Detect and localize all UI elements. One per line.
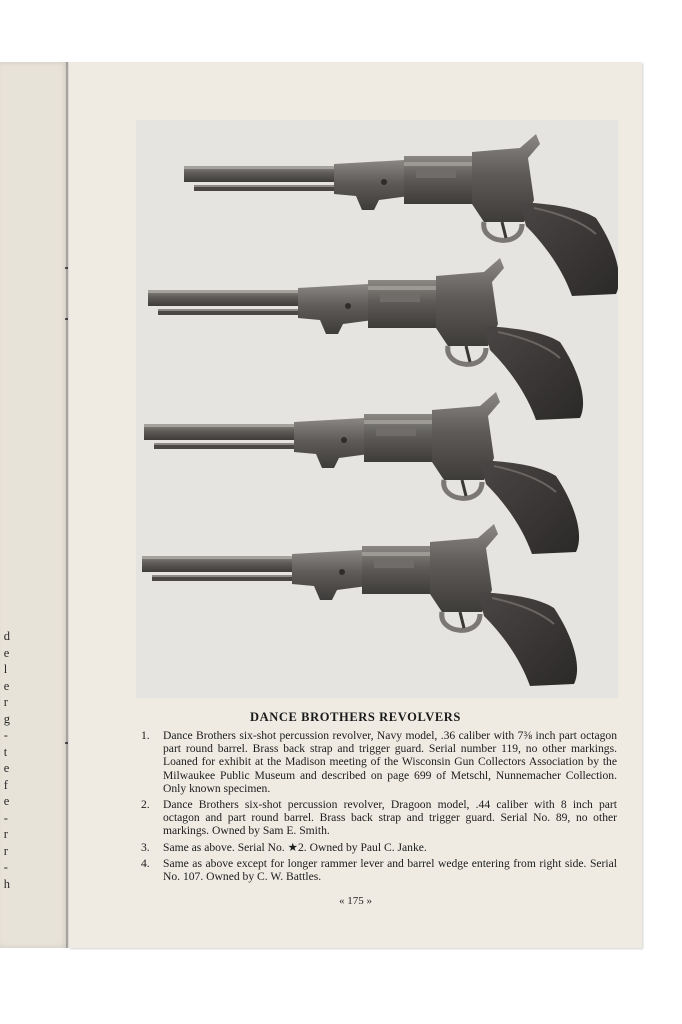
- margin-letter: e: [3, 761, 10, 775]
- list-item: [141, 729, 617, 795]
- left-margin-letters: [4, 628, 10, 892]
- margin-letter: f: [3, 777, 8, 792]
- margin-letter: g: [3, 711, 10, 726]
- revolvers-illustration: [136, 120, 618, 698]
- right-page: [69, 62, 642, 948]
- margin-letter: -: [3, 728, 8, 742]
- margin-letter: e: [3, 794, 10, 808]
- margin-letter: -: [3, 810, 8, 825]
- margin-letter: -: [3, 860, 8, 874]
- margin-letter: t: [3, 744, 8, 759]
- margin-letter: e: [3, 645, 10, 660]
- margin-letter: r: [3, 827, 8, 841]
- margin-letter: e: [3, 678, 10, 693]
- left-page: [0, 62, 68, 948]
- entry-text: Same as above. Serial No. ★2. Owned by Paul C. Janke.: [163, 840, 427, 854]
- entry-text: Dance Brothers six-shot percussion revolver, Dragoon model, .44 caliber with 8 inch part octagon and part round barrel. Brass back strap and trigger guard. Serial No. 89, no other markings. Owned by Sam E. Smith.: [163, 798, 617, 838]
- caption-title: DANCE BROTHERS REVOLVERS: [250, 710, 461, 724]
- list-item: [141, 857, 617, 883]
- entry-text: Dance Brothers six-shot percussion revolver, Navy model, .36 caliber with 7⅜ inch part octagon part round barrel. Brass back strap and trigger guard. Serial number 119, no other markings. Loaned for exhibit at the Madison meeting of the Wisconsin Gun Collectors Association by the Milwaukee Public Museum and described on page 699 of Metschl, Nunnemacher Collection. Only known specimen.: [163, 729, 617, 795]
- margin-letter: h: [3, 876, 10, 891]
- margin-letter: l: [3, 662, 8, 676]
- margin-letter: r: [3, 695, 8, 709]
- entry-text: Same as above except for longer rammer lever and barrel wedge entering from right side. Serial No. 107. Owned by C. W. Battles.: [163, 856, 617, 884]
- page-number: « 175 »: [339, 895, 372, 907]
- entry-list: [141, 729, 617, 886]
- list-item: [141, 798, 617, 838]
- entry-number: 4.: [141, 856, 150, 870]
- entry-number: 1.: [141, 729, 150, 742]
- revolvers-photo: [136, 120, 618, 698]
- entry-number: 3.: [141, 840, 150, 854]
- entry-number: 2.: [141, 798, 150, 812]
- margin-letter: d: [3, 629, 10, 643]
- list-item: [141, 841, 617, 854]
- margin-letter: r: [3, 843, 8, 858]
